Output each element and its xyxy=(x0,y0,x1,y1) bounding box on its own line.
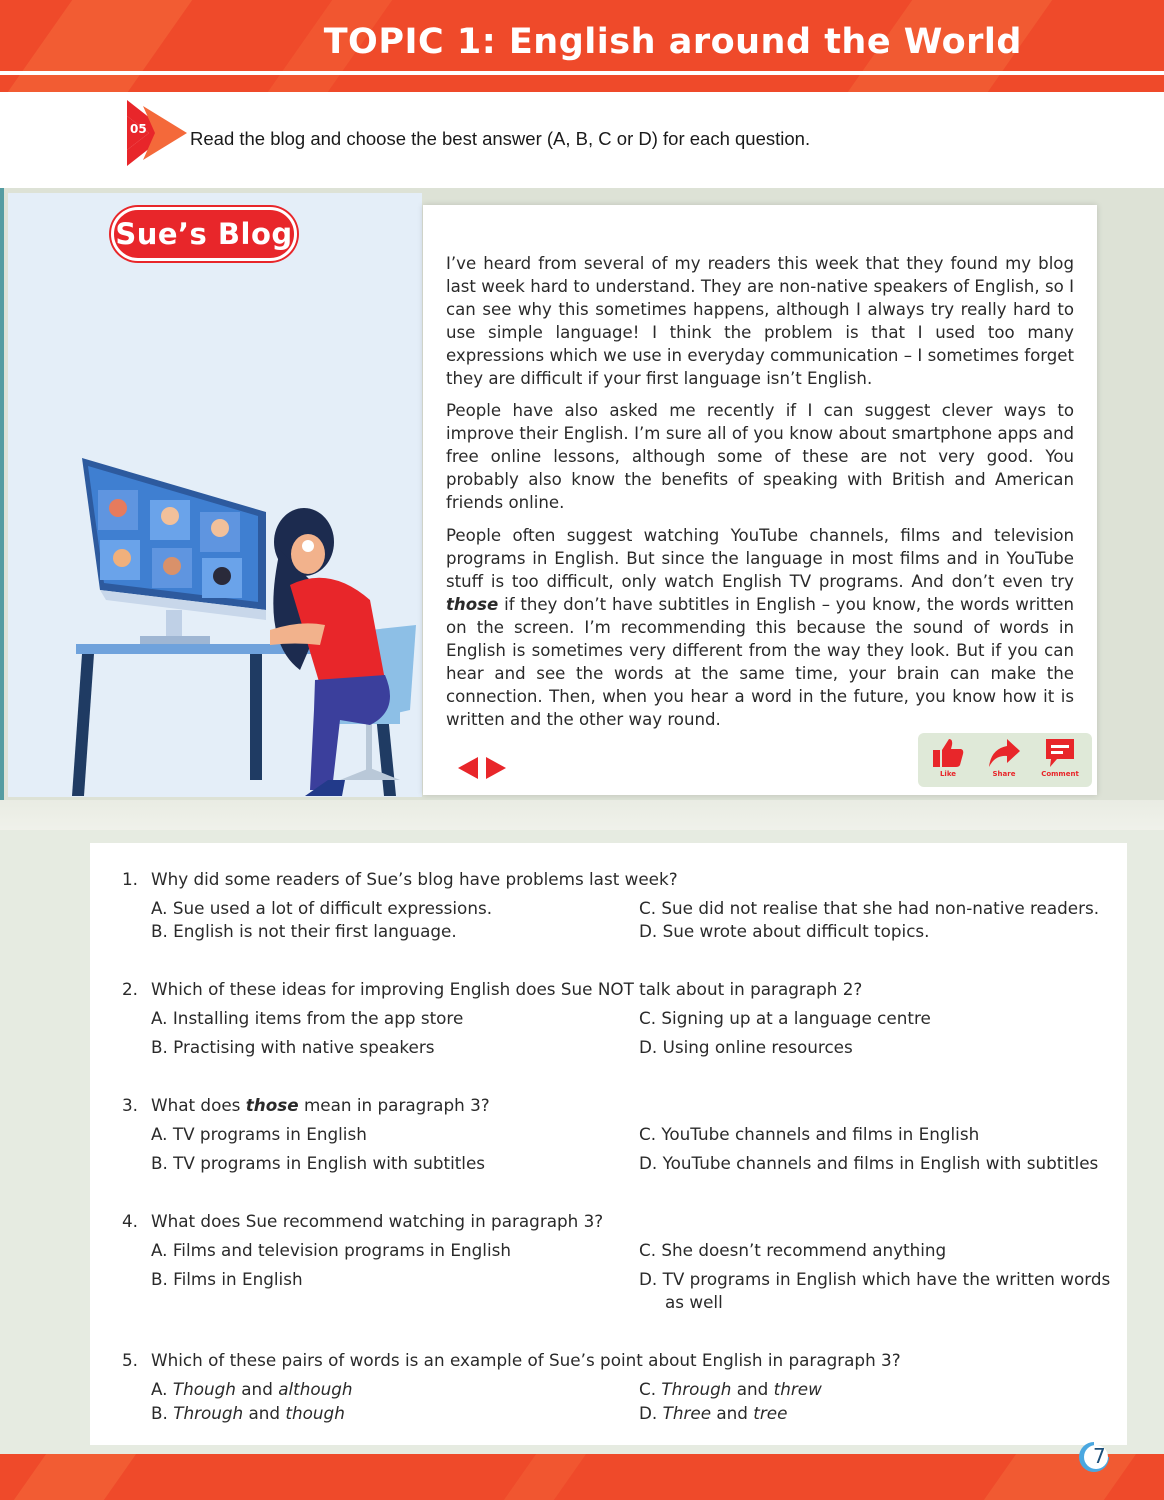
question-stem: Which of these pairs of words is an example of Sue’s point about English in paragraph 3? xyxy=(151,1350,901,1370)
blog-keyword: those xyxy=(446,595,499,614)
blog-actions xyxy=(918,733,1092,787)
question-stem-part: What does xyxy=(151,1095,246,1115)
q4-option-d-continued[interactable]: as well xyxy=(665,1292,723,1312)
option-word: tree xyxy=(753,1403,788,1423)
q4-option-d[interactable]: D. TV programs in English which have the written words xyxy=(639,1269,1111,1289)
question-number: 1. xyxy=(122,869,139,889)
q4-option-b[interactable]: B. Films in English xyxy=(151,1269,303,1289)
option-conjunction: and xyxy=(235,1379,279,1399)
q3-option-c[interactable]: C. YouTube channels and films in English xyxy=(639,1124,980,1144)
exercise-number: 05 xyxy=(130,122,147,136)
option-letter: D. xyxy=(639,1403,663,1423)
option-word: Through xyxy=(661,1379,732,1399)
topic-title: TOPIC 1: English around the World xyxy=(323,22,1022,62)
question-stem: Why did some readers of Sue’s blog have problems last week? xyxy=(151,869,678,889)
prev-arrow-icon[interactable] xyxy=(458,757,478,779)
q5-option-d[interactable] xyxy=(639,1403,787,1423)
question-number: 5. xyxy=(122,1350,139,1370)
q2-option-d[interactable]: D. Using online resources xyxy=(639,1037,853,1057)
next-arrow-icon[interactable] xyxy=(486,757,506,779)
option-word: though xyxy=(285,1403,345,1423)
q2-option-a[interactable]: A. Installing items from the app store xyxy=(151,1008,464,1028)
q1-option-b[interactable]: B. English is not their first language. xyxy=(151,921,457,941)
question-stem: Which of these ideas for improving English does Sue NOT talk about in paragraph 2? xyxy=(151,979,863,999)
q3-option-b[interactable]: B. TV programs in English with subtitles xyxy=(151,1153,486,1173)
q4-option-a[interactable]: A. Films and television programs in English xyxy=(151,1240,512,1260)
q3-option-d[interactable]: D. YouTube channels and films in English with subtitles xyxy=(639,1153,1099,1173)
blog-paragraph-1: I’ve heard from several of my readers this week that they found my blog last week hard to understand. They are non-native speakers of English, so I can see why this sometimes happens, although I always try really hard to use simple language! I think the problem is that I used too many expressions which we use in everyday communication – I sometimes forget they are difficult if your first language isn’t English. xyxy=(446,254,1074,388)
option-word: threw xyxy=(773,1379,822,1399)
question-keyword: those xyxy=(245,1095,299,1115)
instruction-text: Read the blog and choose the best answer (A, B, C or D) for each question. xyxy=(190,128,811,149)
like-button[interactable] xyxy=(924,737,972,785)
q3-option-a[interactable]: A. TV programs in English xyxy=(151,1124,367,1144)
blog-body xyxy=(446,252,1074,740)
footer-band xyxy=(0,1454,1164,1500)
option-conjunction: and xyxy=(711,1403,754,1423)
option-word: Though xyxy=(172,1379,236,1399)
option-word: Through xyxy=(173,1403,244,1423)
question-stem xyxy=(151,1095,490,1115)
option-letter: B. xyxy=(151,1403,174,1423)
option-conjunction: and xyxy=(243,1403,286,1423)
share-label: Share xyxy=(992,770,1016,778)
comment-label: Comment xyxy=(1041,770,1079,778)
q1-option-a[interactable]: A. Sue used a lot of difficult expressions. xyxy=(151,898,493,918)
page-number: 7 xyxy=(1093,1444,1106,1468)
q4-option-c[interactable]: C. She doesn’t recommend anything xyxy=(639,1240,947,1260)
question-stem: What does Sue recommend watching in paragraph 3? xyxy=(151,1211,604,1231)
question-stem-part: mean in paragraph 3? xyxy=(298,1095,490,1115)
comment-button[interactable] xyxy=(1036,737,1084,785)
blog-nav-arrows xyxy=(458,757,506,779)
q5-option-c[interactable] xyxy=(639,1379,822,1399)
option-word: although xyxy=(278,1379,353,1399)
question-number: 4. xyxy=(122,1211,139,1231)
blog-title: Sue’s Blog xyxy=(111,207,297,261)
q1-option-c[interactable]: C. Sue did not realise that she had non-native readers. xyxy=(639,898,1100,918)
blog-paragraph-3-part: People often suggest watching YouTube channels, films and television programs in English. But since the language in most films and in YouTube stuff is too difficult, only watch English TV programs. And don’t even try xyxy=(446,526,1074,591)
video-call-illustration xyxy=(70,450,420,800)
option-letter: A. xyxy=(151,1379,173,1399)
blog-paragraph-3 xyxy=(446,524,1074,731)
option-conjunction: and xyxy=(731,1379,774,1399)
share-arrow-icon xyxy=(987,737,1021,769)
share-button[interactable] xyxy=(980,737,1028,785)
q5-option-b[interactable] xyxy=(151,1403,345,1423)
option-letter: C. xyxy=(639,1379,662,1399)
question-number: 3. xyxy=(122,1095,139,1115)
blog-paragraph-3-part: if they don’t have subtitles in English – you know, the words written on the screen. I’m recommending this because the sound of words in English is sometimes very different from the way they look. But if you can hear and see the words at the same time, your brain can make the connection. Then, when you hear a word in the future, you know how it is written and the other way round. xyxy=(446,595,1074,729)
question-number: 2. xyxy=(122,979,139,999)
blog-paragraph-2: People have also asked me recently if I can suggest clever ways to improve their English. I’m sure all of you know about smartphone apps and free online lessons, although some of these are not very good. You probably also know the benefits of speaking with British and American friends online. xyxy=(446,401,1074,512)
option-word: Three xyxy=(662,1403,712,1423)
like-label: Like xyxy=(939,770,957,778)
q2-option-b[interactable]: B. Practising with native speakers xyxy=(151,1037,435,1057)
q1-option-d[interactable]: D. Sue wrote about difficult topics. xyxy=(639,921,930,941)
thumbs-up-icon xyxy=(931,737,965,769)
q5-option-a[interactable] xyxy=(151,1379,353,1399)
q2-option-c[interactable]: C. Signing up at a language centre xyxy=(639,1008,931,1028)
comment-icon xyxy=(1043,737,1077,769)
